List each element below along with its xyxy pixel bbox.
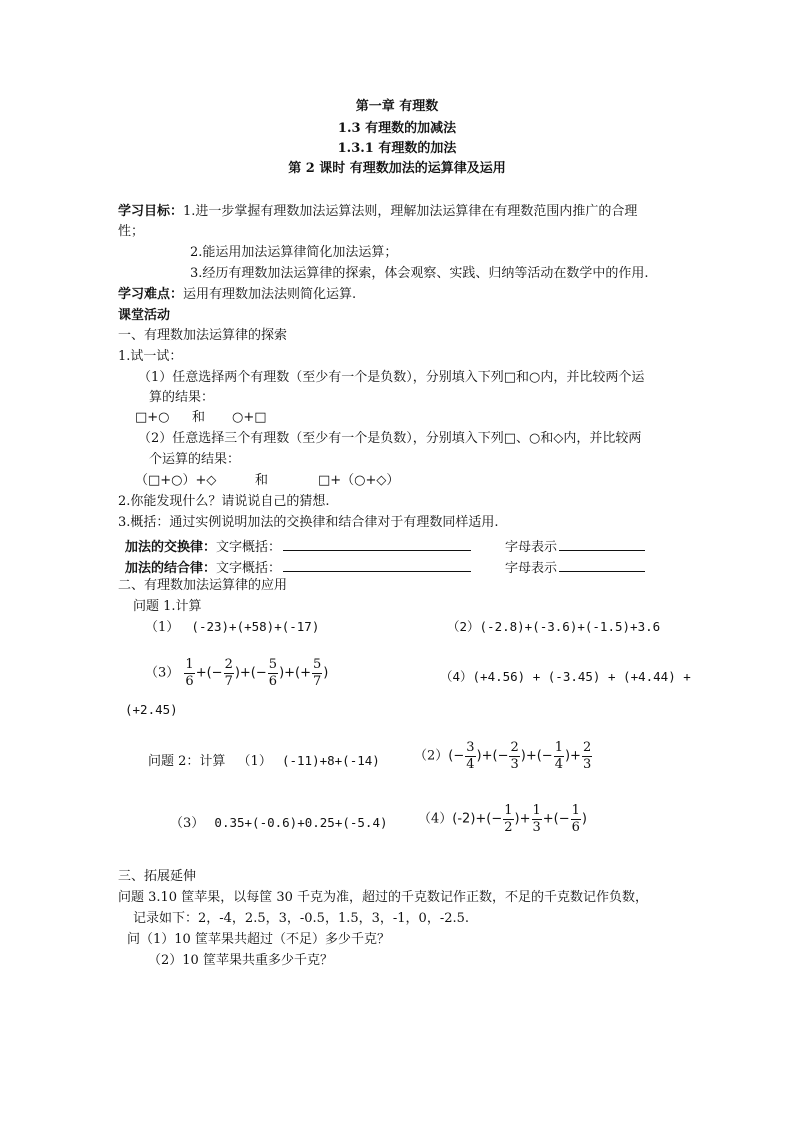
difficulty-label: 学习难点： [118,287,184,302]
subsection-title: 1.3.1 有理数的加法 [337,141,457,156]
denominator: 3 [510,756,519,772]
numerator: 2 [224,657,233,672]
numerator: 1 [185,657,194,672]
p2-q2: （2）(− $\frac{3}{4}$ )+(− $\frac{2}{3}$ )+(− $\frac{1}{4}$ )+ $\frac{2}{3}$ [414,740,592,772]
chapter-title: 第一章 有理数 [355,99,439,114]
difficulty-text: 运用有理数加法法则简化运算. [183,287,357,302]
numerator: 2 [582,740,592,755]
difficulty-line [118,288,356,301]
p3-line-2: 记录如下：2，-4，2.5，3，-0.5，1.5，3，-1，0，-2.5. [133,911,470,926]
associative-letters-blank[interactable] [559,559,645,572]
denominator: 4 [554,756,563,772]
fraction [554,741,564,771]
numerator: 3 [466,740,475,755]
problem1-title: 问题 1.计算 [133,599,202,614]
commutative-row [125,538,471,554]
numerator: 2 [510,740,519,755]
p2-q4-start: (-2) [452,811,476,827]
numerator: 1 [571,803,580,818]
p2-q3 [170,817,388,830]
part2-title: 二、有理数加法运算律的应用 [118,578,288,593]
denominator: 6 [571,819,580,835]
denominator: 6 [185,673,194,689]
problem2-line [148,755,380,768]
fraction [224,658,234,688]
objective-2: 2.能运用加法运算律简化加法运算； [190,245,398,260]
p1-q1 [145,621,319,634]
q1-line-2: 算的结果： [149,390,215,405]
p2-q4: （4）(-2)+(− $\frac{1}{2}$ )+ $\frac{1}{3}$ +(− $\frac{1}{6}$ ) [418,803,587,835]
p1-q1-num: （1） [145,620,180,635]
denominator: 7 [313,673,322,689]
p1-q3: （3） $\frac{1}{6}$ +(− $\frac{2}{7}$ )+(− $\frac{5}{6}$ )+(+ $\frac{5}{7}$ ) [145,657,329,689]
numerator: 1 [532,803,541,818]
p2-q2-num: （2） [414,748,449,764]
fraction [571,804,581,834]
denominator: 7 [224,673,233,689]
p3-q2: （2）10 筐苹果共重多少千克？ [148,953,333,968]
associative-letters [505,559,645,575]
section-title: 1.3 有理数的加减法 [337,121,457,136]
p1-q4-line-2: (+2.45) [125,702,178,717]
q1-and: 和 [192,410,206,425]
commutative-label: 加法的交换律： [125,540,217,555]
p2-q1-expr: (-11)+8+(-14) [281,753,380,768]
p1-q3-num: （3） [145,665,180,681]
objectives-line-1 [118,205,637,218]
commutative-words-label: 文字概括： [216,540,282,555]
associative-row [125,559,471,575]
numerator: 1 [504,803,513,818]
q2-expr-a: （□+○）+◇ [135,473,217,488]
fraction [268,658,278,688]
q2-line-2: 个运算的结果： [149,452,241,467]
p1-q2: （2）(-2.8)+(-3.6)+(-1.5)+3.6 [447,619,661,634]
fraction [582,741,592,771]
p2-q3-num: （3） [170,816,205,831]
try-label: 1.试一试： [118,349,183,364]
q2-line-1: （2）任意选择三个有理数（至少有一个是负数），分别填入下列□、○和◇内，并比较两 [138,431,642,446]
commutative-letters [505,538,645,554]
problem2-title: 问题 2：计算 [148,754,226,769]
q2-expr-b: □+（○+◇） [318,473,400,488]
denominator: 3 [582,756,592,772]
commutative-words-blank[interactable] [283,538,471,551]
objective-1: 1.进一步掌握有理数加法运算法则，理解加法运算律在有理数范围内推广的合理 [183,204,638,219]
part3-title: 三、拓展延伸 [118,869,197,884]
associative-words-blank[interactable] [283,559,471,572]
summary-line: 3.概括：通过实例说明加法的交换律和结合律对于有理数同样适用. [118,515,499,530]
associative-letters-label: 字母表示 [505,561,558,576]
denominator: 2 [504,819,513,835]
lesson-title: 第 2 课时 有理数加法的运算律及运用 [288,161,506,176]
q1-line-1: （1）任意选择两个有理数（至少有一个是负数），分别填入下列□和○内，并比较两个运 [138,370,645,385]
p2-q4-num: （4） [418,811,453,827]
denominator: 4 [466,756,475,772]
objectives-label: 学习目标： [118,204,184,219]
numerator: 5 [268,657,278,672]
fraction [312,658,322,688]
discover-line: 2.你能发现什么？请说说自己的猜想. [118,494,330,509]
commutative-letters-blank[interactable] [559,538,645,551]
fraction [532,804,542,834]
p3-line-1: 问题 3.10 筐苹果，以每筐 30 千克为准，超过的千克数记作正数，不足的千克数记作负数， [118,890,649,905]
fraction [184,658,194,688]
activity-title: 课堂活动 [118,308,171,323]
q2-and: 和 [255,473,269,488]
p2-q3-expr: 0.35+(-0.6)+0.25+(-5.4) [214,815,388,830]
p1-q4-line-1: （4）(+4.56) + (-3.45) + (+4.44) + [440,669,691,684]
associative-words-label: 文字概括： [216,561,282,576]
objective-1-cont: 性； [118,224,145,239]
fraction [465,741,475,771]
numerator: 5 [313,657,322,672]
associative-label: 加法的结合律： [125,561,217,576]
denominator: 6 [268,673,278,689]
fraction [503,804,513,834]
objective-3: 3.经历有理数加法运算律的探索，体会观察、实践、归纳等活动在数学中的作用. [190,266,649,281]
part1-title: 一、有理数加法运算律的探索 [118,328,288,343]
commutative-letters-label: 字母表示 [505,540,558,555]
p2-q1-num: （1） [237,754,272,769]
q1-expr-b: ○+□ [232,410,267,425]
fraction [509,741,519,771]
numerator: 1 [554,740,563,755]
p1-q1-expr: (-23)+(+58)+(-17) [191,619,320,634]
denominator: 3 [532,819,541,835]
p3-q1: 问（1）10 筐苹果共超过（不足）多少千克？ [127,932,390,947]
q1-expr-a: □+○ [135,410,170,425]
